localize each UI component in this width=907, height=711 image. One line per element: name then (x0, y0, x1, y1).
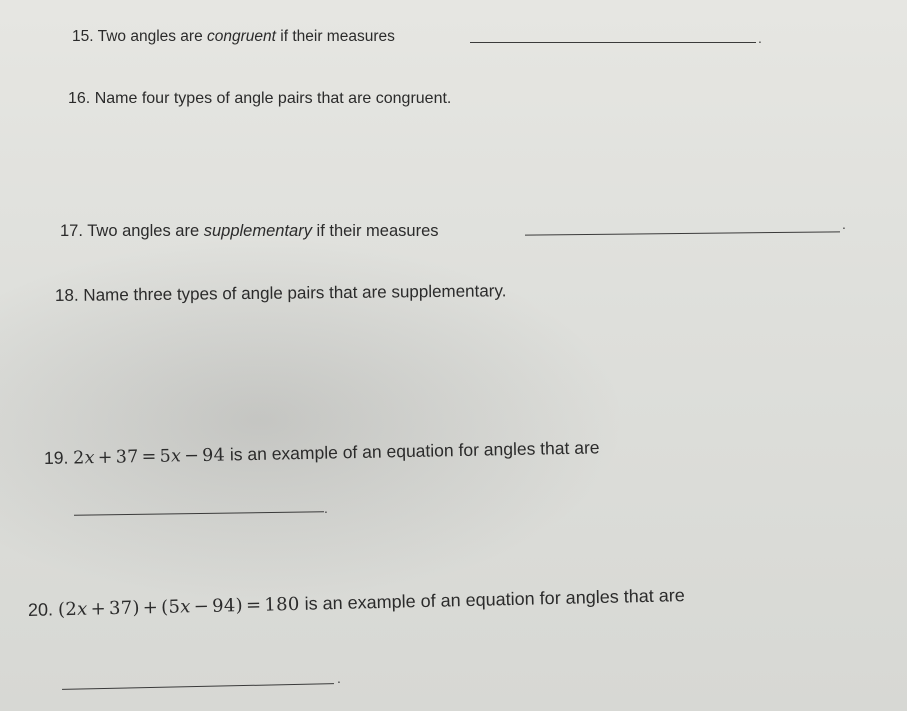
answer-blank-17[interactable] (525, 231, 840, 235)
question-text: Name four types of angle pairs that are congruent. (94, 90, 452, 107)
answer-blank-19[interactable] (74, 511, 324, 515)
question-19 (44, 437, 600, 469)
blank-period: . (842, 216, 846, 232)
question-text: is an example of an equation for angles that are (224, 437, 600, 465)
equation: 2x + 37 = 5x − 94 (73, 445, 226, 469)
blank-period: . (758, 30, 762, 46)
blank-period: . (324, 500, 328, 516)
question-number: 16. (68, 90, 91, 107)
blank-period: . (337, 670, 341, 686)
answer-blank-20[interactable] (62, 683, 334, 690)
question-text: Two angles are (87, 222, 204, 240)
question-number: 17. (60, 222, 83, 240)
question-text: Name three types of angle pairs that are supplementary. (83, 281, 507, 305)
question-18 (55, 281, 507, 306)
question-text: Two angles are (97, 28, 208, 45)
question-number: 15. (72, 28, 94, 45)
question-text: if their measures (311, 222, 439, 240)
equation: (2x + 37) + (5x − 94) = 180 (57, 593, 300, 621)
question-number: 19. (43, 447, 69, 468)
question-17 (60, 222, 439, 241)
question-16 (68, 90, 451, 108)
question-15 (72, 28, 395, 46)
question-20 (28, 585, 685, 621)
answer-blank-15[interactable] (470, 42, 756, 43)
question-number: 20. (27, 599, 54, 620)
question-text: if their measures (275, 28, 395, 45)
question-emphasis: congruent (207, 28, 276, 45)
question-text: is an example of an equation for angles that are (299, 585, 685, 614)
question-number: 18. (54, 285, 79, 305)
question-emphasis: supplementary (203, 222, 312, 240)
